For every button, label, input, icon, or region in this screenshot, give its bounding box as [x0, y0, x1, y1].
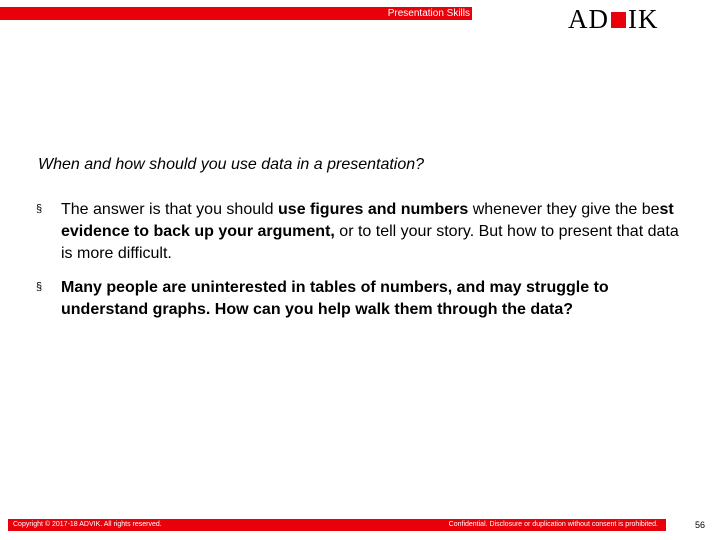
- bullet-item: [36, 277, 686, 321]
- bullet-marker: §: [36, 203, 43, 215]
- bullet-text-part: or to tell your story. But how to present that data is more difficult.: [61, 223, 679, 262]
- header-bar: [0, 7, 472, 20]
- bullet-text-emphasis: st evidence to back up your argument,: [61, 201, 674, 240]
- logo-text-start: AD: [568, 3, 609, 34]
- bullet-marker: §: [36, 281, 43, 293]
- copyright-text: Copyright © 2017-18 ADVIK. All rights reserved.: [13, 521, 162, 528]
- bullet-list: [36, 199, 686, 333]
- confidential-text: Confidential. Disclosure or duplication without consent is prohibited.: [448, 521, 658, 528]
- logo-text-end: IK: [628, 3, 659, 34]
- slide-heading: When and how should you use data in a presentation?: [38, 156, 425, 173]
- footer-bar: [8, 519, 666, 531]
- bullet-text-part: whenever they give the be: [468, 201, 660, 218]
- company-logo: [568, 3, 659, 35]
- bullet-text-part: The answer is that you should: [61, 201, 279, 218]
- section-title: Presentation Skills: [387, 8, 470, 19]
- bullet-text-emphasis: Many people are uninterested in tables of numbers, and may struggle to understand graphs. How can you help walk them through the data?: [61, 279, 609, 318]
- page-number: 56: [695, 520, 706, 530]
- bullet-item: [36, 199, 686, 265]
- bullet-text-emphasis: use figures and numbers: [278, 201, 469, 218]
- red-square-q-icon: [611, 12, 626, 28]
